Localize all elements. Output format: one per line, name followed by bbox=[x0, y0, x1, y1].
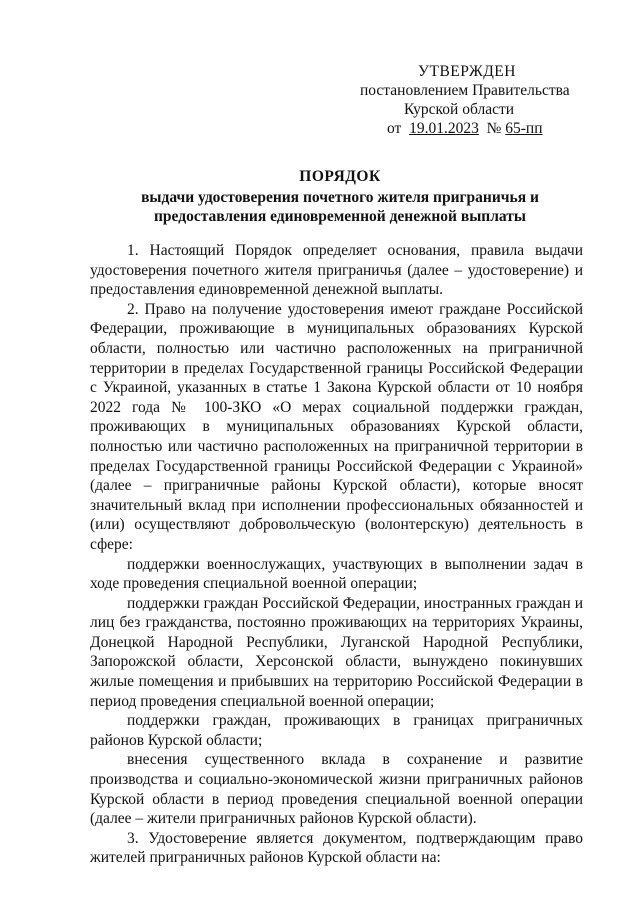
paragraph-2: 2. Право на получение удостоверения имеют граждане Российской Федерации, проживающие в муниципальных образованиях Курской области, полностью или частично расположенных на приграничной территории в пределах Государственной границы Российской Федерации с Украиной, указанных в статье 1 Закона Курской области от 10 ноября 2022 года № 100-ЗКО «О мерах социальной поддержки граждан, проживающих в муниципальных образованиях Курской области, полностью или частично расположенных на приграничной территории в пределах Государственной границы Российской Федерации с Украиной» (далее – приграничные районы Курской области), которые вносят значительный вклад при исполнении профессиональных обязанностей и (или) осуществляют добровольческую (волонтерскую) деятельность в сфере: bbox=[90, 300, 583, 553]
approval-stamp bbox=[360, 62, 580, 138]
approval-heading: УТВЕРЖДЕН bbox=[418, 63, 516, 80]
document-body bbox=[90, 241, 583, 868]
title-subtitle-line-2: предоставления единовременной денежной выплаты bbox=[154, 208, 526, 225]
paragraph-2-item-4: внесения существенного вклада в сохранение и развитие производства и социально-экономической жизни приграничных районов Курской области в период проведения специальной военной операции (далее – жители приграничных районов Курской области). bbox=[90, 751, 583, 828]
approval-number-label: № bbox=[486, 120, 502, 137]
paragraph-3: 3. Удостоверение является документом, подтверждающим право жителей приграничных районов Курской области на: bbox=[90, 829, 583, 867]
paragraph-2-item-2: поддержки граждан Российской Федерации, иностранных граждан и лиц без гражданства, постоянно проживающих на территориях Украины, Донецкой Народной Республики, Луганской Народной Республики, Запорожской области, Херсонской области, вынуждено покинувших жилые помещения и прибывших на территорию Российской Федерации в период проведения специальной военной операции; bbox=[90, 594, 583, 710]
paragraph-1: 1. Настоящий Порядок определяет основания, правила выдачи удостоверения почетного жителя приграничья (далее – удостоверение) и предоставления единовременной денежной выплаты. bbox=[90, 242, 583, 299]
document-title bbox=[90, 167, 590, 226]
approval-date-number bbox=[360, 119, 580, 138]
approval-number: 65-пп bbox=[505, 120, 543, 137]
approval-from-label: от bbox=[387, 120, 402, 137]
title-subtitle-line-1: выдачи удостоверения почетного жителя приграничья и bbox=[141, 189, 539, 206]
approval-region: Курской области bbox=[404, 101, 515, 118]
paragraph-2-item-3: поддержки граждан, проживающих в границах приграничных районов Курской области; bbox=[90, 712, 583, 749]
title-heading: ПОРЯДОК bbox=[299, 168, 381, 185]
approval-resolution: постановлением Правительства bbox=[360, 82, 570, 99]
paragraph-2-item-1: поддержки военнослужащих, участвующих в выполнении задач в ходе проведения специальной военной операции; bbox=[90, 555, 583, 593]
approval-date: 19.01.2023 bbox=[409, 120, 479, 137]
